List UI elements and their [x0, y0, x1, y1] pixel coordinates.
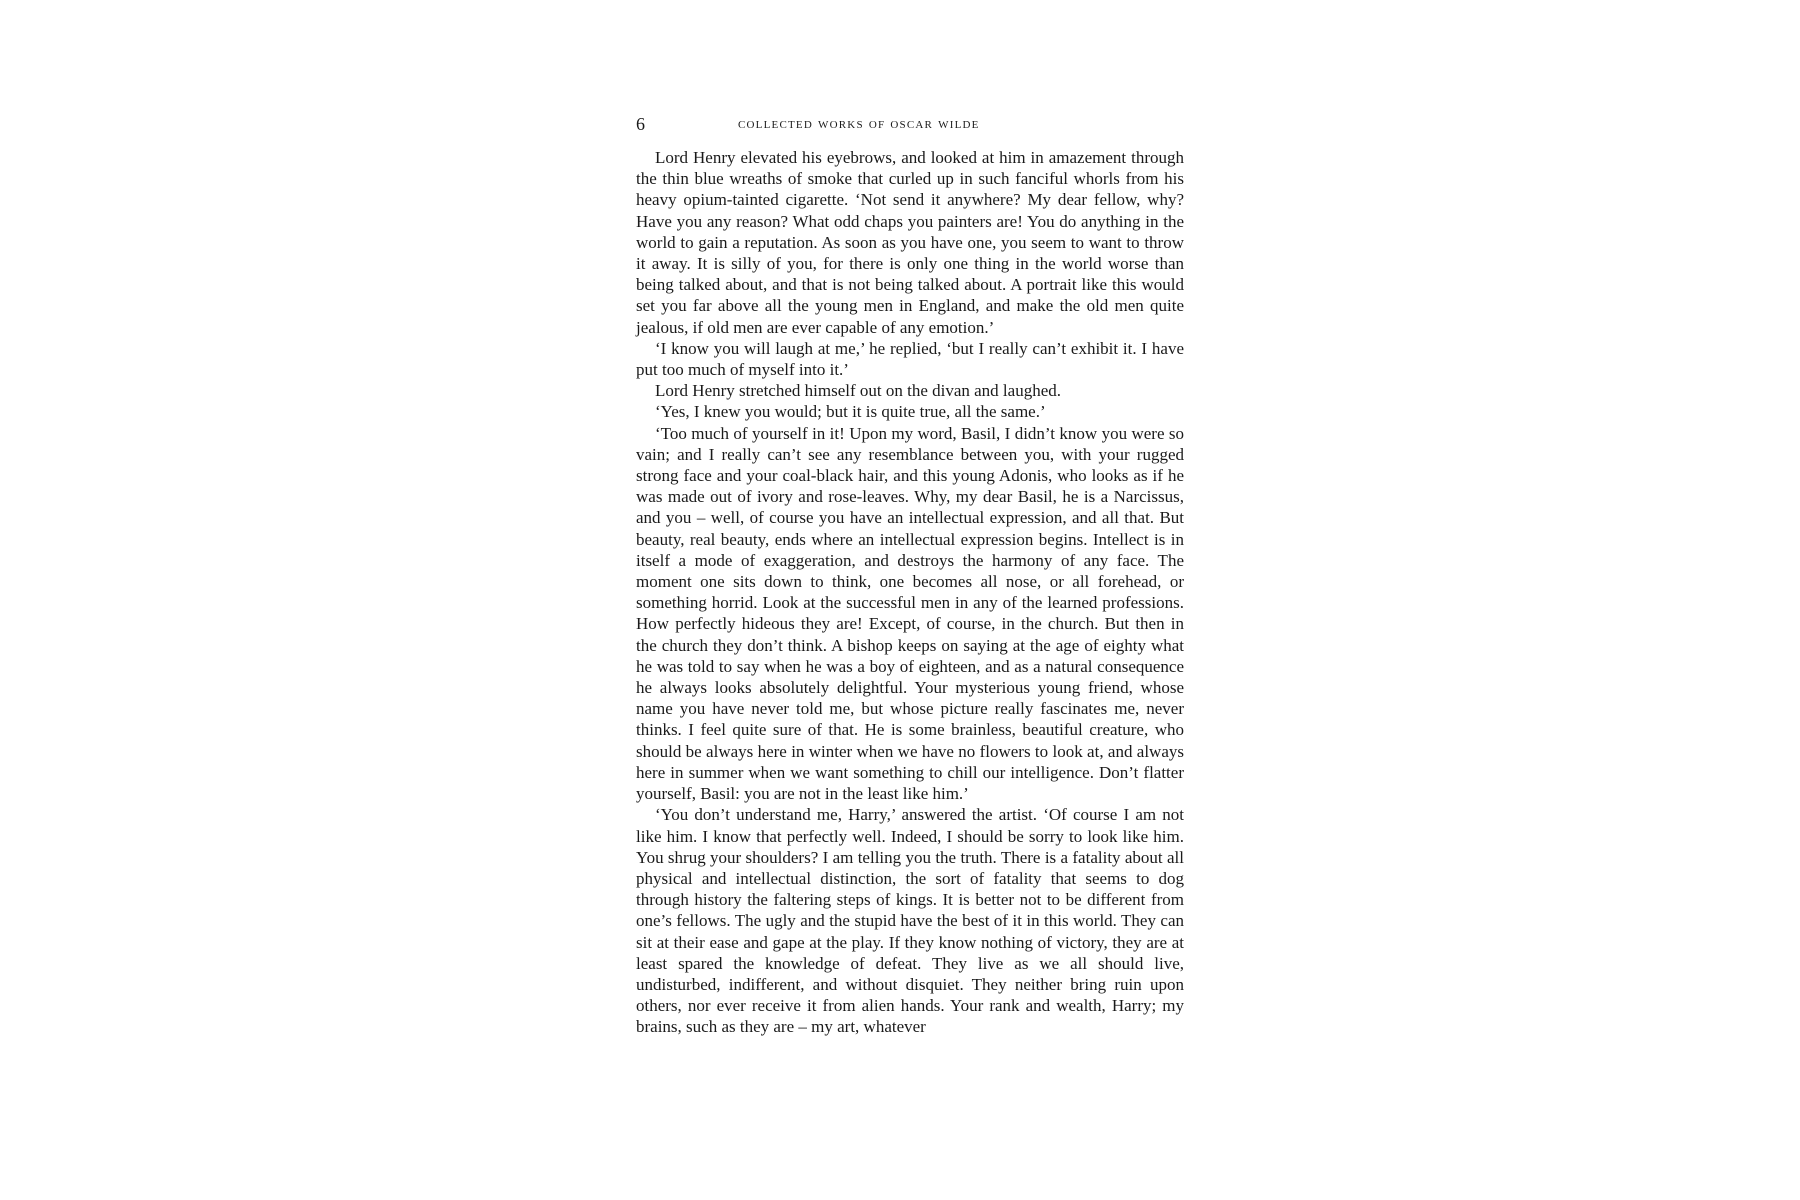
- paragraph: ‘You don’t understand me, Harry,’ answered the artist. ‘Of course I am not like him. I know that perfectly well. Indeed, I should be sorry to look like him. You shrug your shoulders? I am telling you the truth. There is a fatality about all physical and intellectual distinction, the sort of fatality that seems to dog through history the faltering steps of kings. It is better not to be different from one’s fellows. The ugly and the stupid have the best of it in this world. They can sit at their ease and gape at the play. If they know nothing of victory, they are at least spared the knowledge of defeat. They live as we all should live, undisturbed, indifferent, and without disquiet. They neither bring ruin upon others, nor ever receive it from alien hands. Your rank and wealth, Harry; my brains, such as they are – my art, whatever: [636, 805, 1184, 1037]
- book-title: collected works of oscar wilde: [738, 115, 980, 132]
- paragraph: ‘Too much of yourself in it! Upon my word, Basil, I didn’t know you were so vain; and I really can’t see any resemblance between you, with your rugged strong face and your coal-black hair, and this young Adonis, who looks as if he was made out of ivory and rose-leaves. Why, my dear Basil, he is a Narcissus, and you – well, of course you have an intellectual expression, and all that. But beauty, real beauty, ends where an intellectual expression begins. Intellect is in itself a mode of exaggeration, and destroys the harmony of any face. The moment one sits down to think, one becomes all nose, or all forehead, or something horrid. Look at the successful men in any of the learned professions. How perfectly hideous they are! Except, of course, in the church. But then in the church they don’t think. A bishop keeps on saying at the age of eighty what he was told to say when he was a boy of eighteen, and as a natural consequence he always looks absolutely delightful. Your mysterious young friend, whose name you have never told me, but whose picture really fascinates me, never thinks. I feel quite sure of that. He is some brainless, beautiful creature, who should be always here in winter when we have no flowers to look at, and always here in summer when we want something to chill our intelligence. Don’t flatter yourself, Basil: you are not in the least like him.’: [636, 423, 1184, 804]
- paragraph: Lord Henry elevated his eyebrows, and looked at him in amazement through the thin blue wreaths of smoke that curled up in such fanciful whorls from his heavy opium-tainted cigarette. ‘Not send it anywhere? My dear fellow, why? Have you any reason? What odd chaps you painters are! You do anything in the world to gain a reputation. As soon as you have one, you seem to want to throw it away. It is silly of you, for there is only one thing in the world worse than being talked about, and that is not being talked about. A portrait like this would set you far above all the young men in England, and make the old men quite jealous, if old men are ever capable of any emotion.’: [636, 148, 1184, 337]
- paragraph: ‘Yes, I knew you would; but it is quite true, all the same.’: [655, 402, 1046, 422]
- running-head: [636, 110, 1184, 138]
- body-text: [636, 147, 1184, 1038]
- paragraph: Lord Henry stretched himself out on the divan and laughed.: [655, 381, 1061, 401]
- book-page: [636, 110, 1184, 1038]
- paragraph: ‘I know you will laugh at me,’ he replied, ‘but I really can’t exhibit it. I have put too much of myself into it.’: [636, 338, 1184, 380]
- page-number: 6: [636, 114, 645, 134]
